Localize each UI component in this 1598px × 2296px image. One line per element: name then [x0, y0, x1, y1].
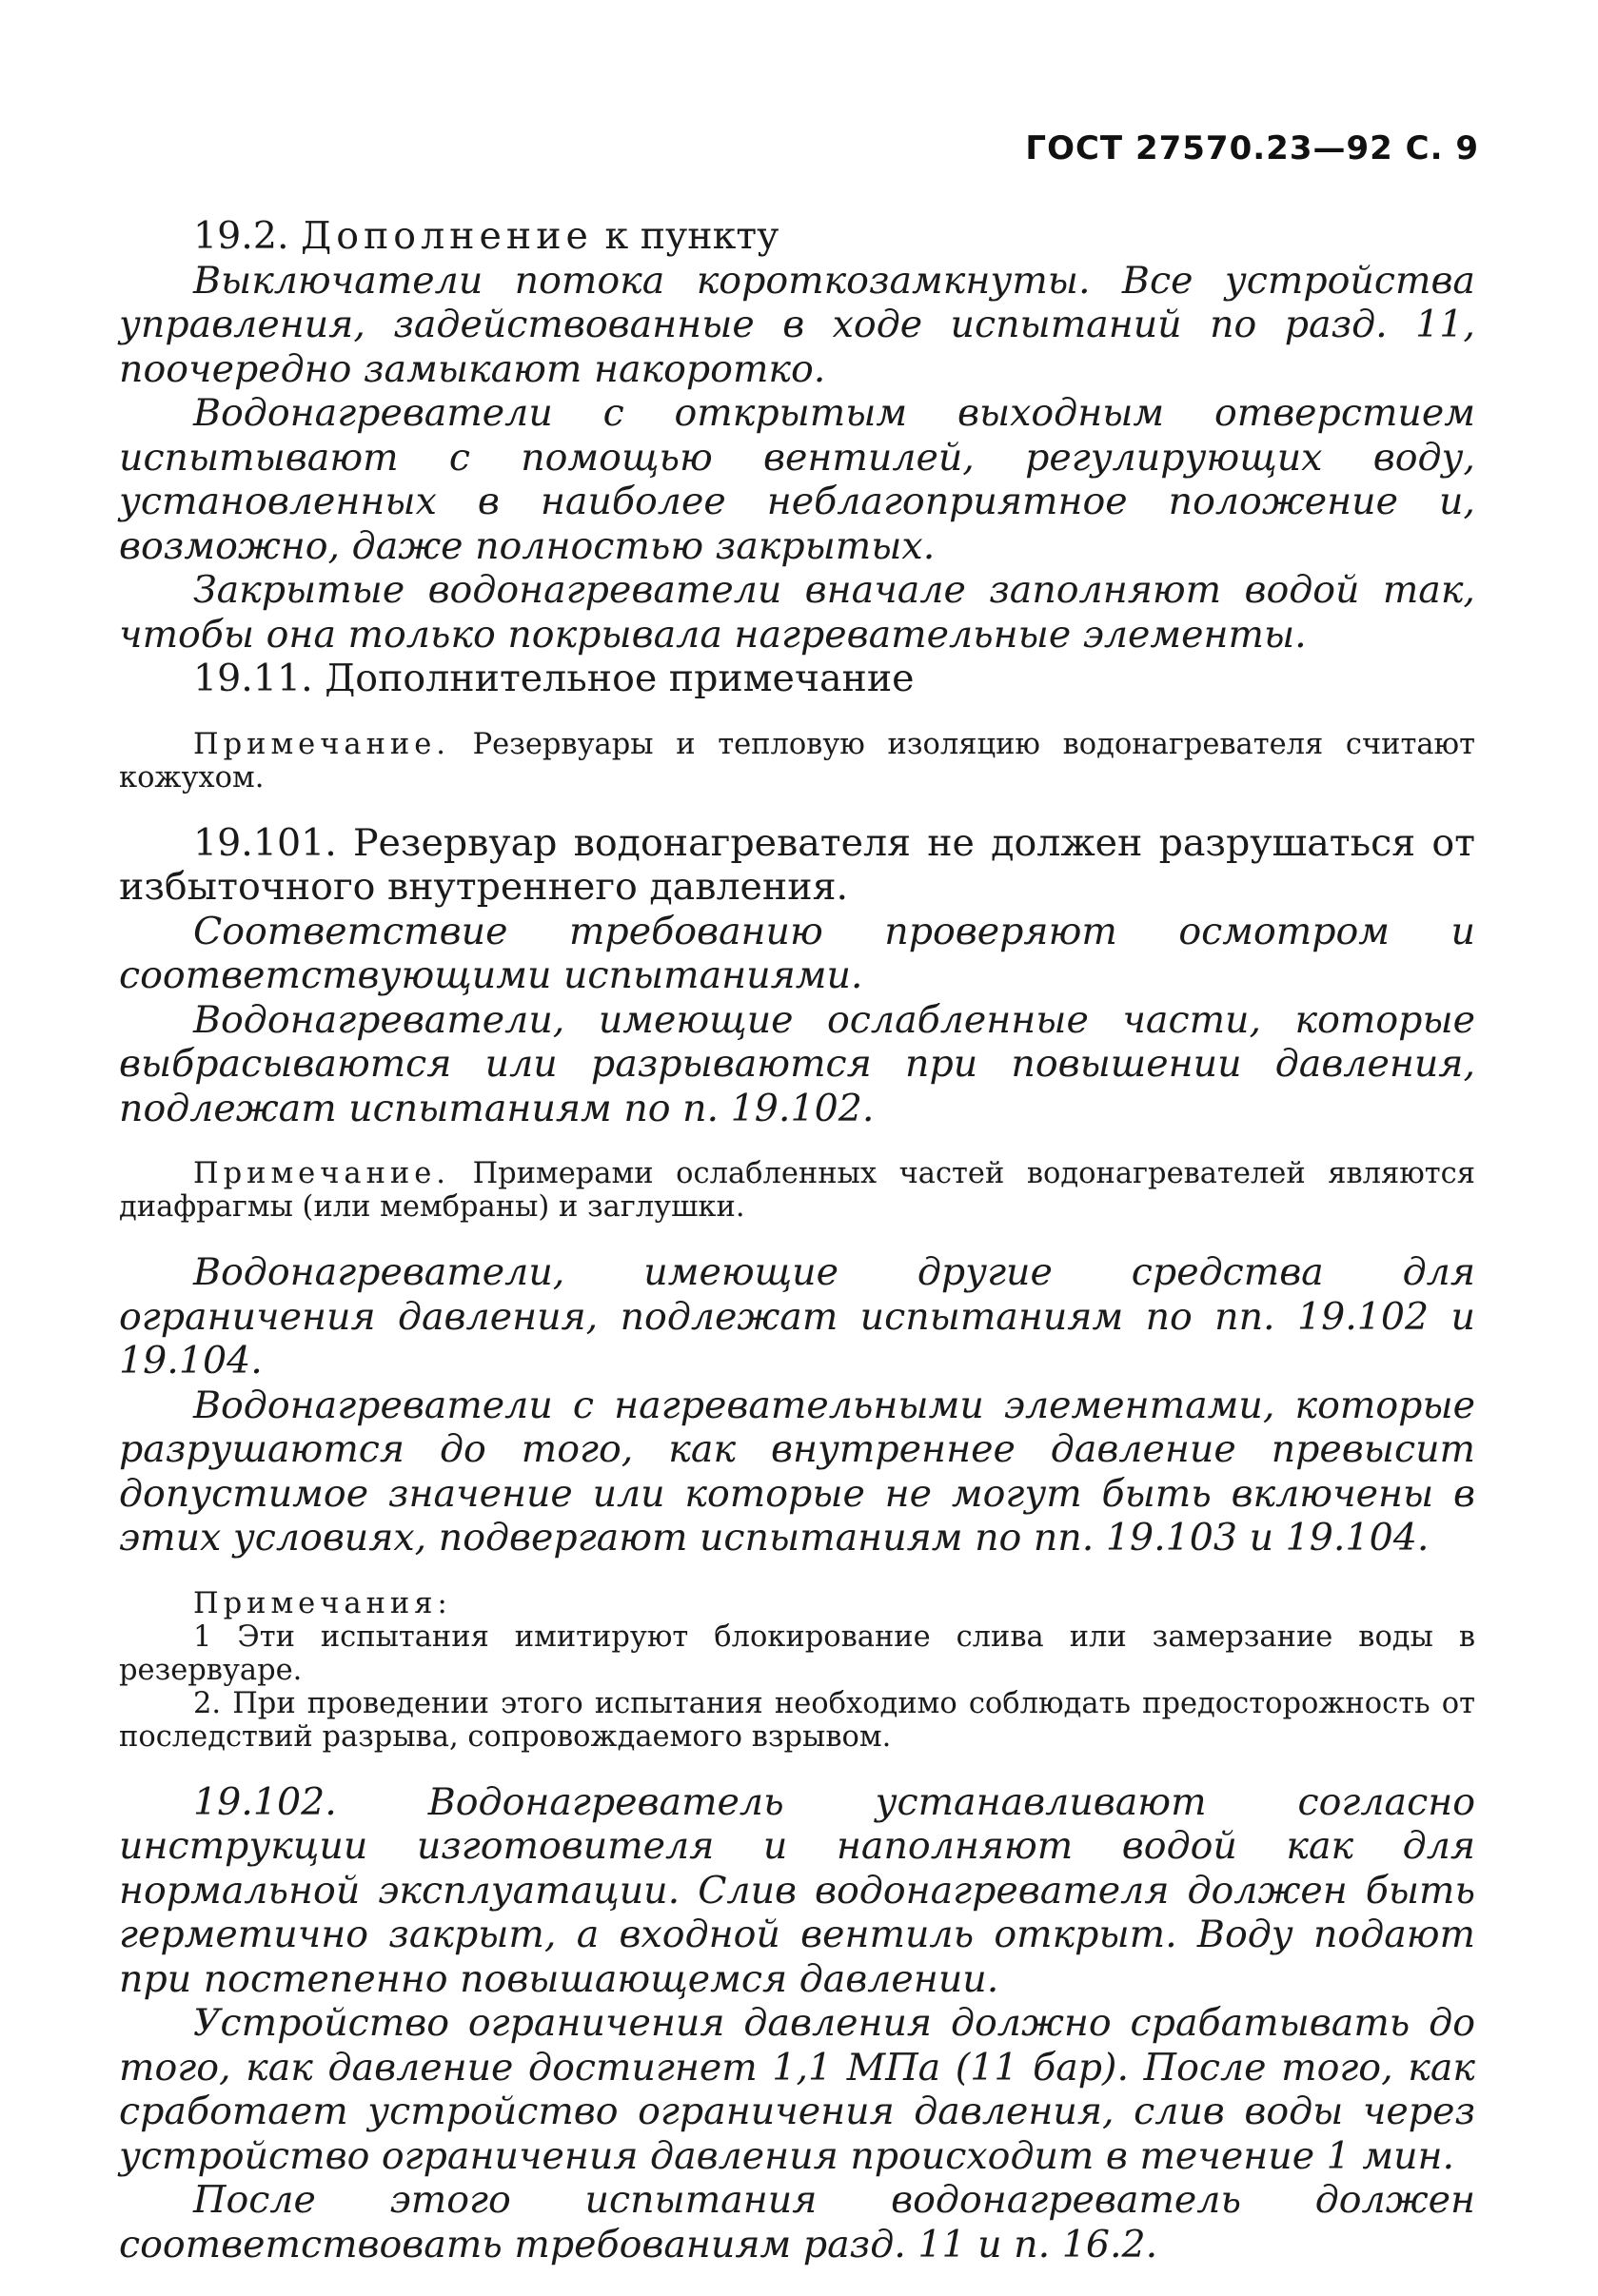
paragraph: Соответствие требованию проверяют осмотром и соответствующими испытаниями.	[119, 909, 1475, 997]
paragraph: Водонагреватели, имеющие другие средства для ограничения давления, подлежат испытаниям по пп. 19.102 и 19.104.	[119, 1250, 1475, 1383]
section-heading-19-2	[119, 214, 1475, 259]
paragraph: 19.102. Водонагреватель устанавливают согласно инструкции изготовителя и наполняют водой как для нормальной эксплуатации. Слив водонагревателя должен быть герметично закрыт, а входной вентиль открыт. Воду подают при постепенно повышающемся давлении.	[119, 1779, 1475, 2001]
note-label: Примечание.	[193, 727, 450, 761]
paragraph: Водонагреватели с открытым выходным отверстием испытывают с помощью вентилей, регулирующих воду, установленных в наиболее неблагоприятное положение и, возможно, даже полностью закрытых.	[119, 391, 1475, 568]
paragraph: 19.101. Резервуар водонагревателя не должен разрушаться от избыточного внутреннего давления.	[119, 820, 1475, 909]
paragraph: Закрытые водонагреватели вначале заполняют водой так, чтобы она только покрывала нагревательные элементы.	[119, 568, 1475, 657]
notes-label-text: Примечания:	[193, 1586, 452, 1620]
notes-label	[119, 1587, 1475, 1620]
note-text: Резервуары и тепловую изоляцию водонагревателя считают кожухом.	[119, 727, 1475, 795]
note-item: 1 Эти испытания имитируют блокирование слива или замерзание воды в резервуаре.	[119, 1619, 1475, 1687]
paragraph: Водонагреватели с нагревательными элементами, которые разрушаются до того, как внутреннее давление превысит допустимое значение или которые не могут быть включены в этих условиях, подвергают испытаниям по пп. 19.103 и 19.104.	[119, 1383, 1475, 1560]
heading-spaced-word: Дополнение	[301, 214, 593, 258]
note-item: 2. При проведении этого испытания необходимо соблюдать предосторожность от последствий разрыва, сопровождаемого взрывом.	[119, 1686, 1475, 1754]
heading-number: 19.2.	[193, 214, 289, 258]
paragraph: Водонагреватели, имеющие ослабленные части, которые выбрасываются или разрываются при повышении давления, подлежат испытаниям по п. 19.102.	[119, 997, 1475, 1130]
note	[119, 1157, 1475, 1224]
note-text: Примерами ослабленных частей водонагревателей являются диафрагмы (или мембраны) и заглушки.	[119, 1157, 1475, 1224]
paragraph: Устройство ограничения давления должно срабатывать до того, как давление достигнет 1,1 МПа (11 бар). После того, как сработает устройство ограничения давления, слив воды через устройство ограничения давления происходит в течение 1 мин.	[119, 2001, 1475, 2178]
note-label: Примечание.	[193, 1157, 450, 1190]
heading-rest: к пункту	[604, 214, 779, 258]
paragraph: После этого испытания водонагреватель должен соответствовать требованиям разд. 11 и п. 16.2.	[119, 2178, 1475, 2267]
note	[119, 728, 1475, 795]
page-header: ГОСТ 27570.23—92 С. 9	[1025, 129, 1479, 167]
section-heading-19-11: 19.11. Дополнительное примечание	[193, 657, 915, 700]
paragraph: Выключатели потока короткозамкнуты. Все устройства управления, задействованные в ходе испытаний по разд. 11, поочередно замыкают накоротко.	[119, 258, 1475, 391]
notes-list	[119, 1587, 1475, 1754]
document-body	[119, 214, 1475, 2267]
